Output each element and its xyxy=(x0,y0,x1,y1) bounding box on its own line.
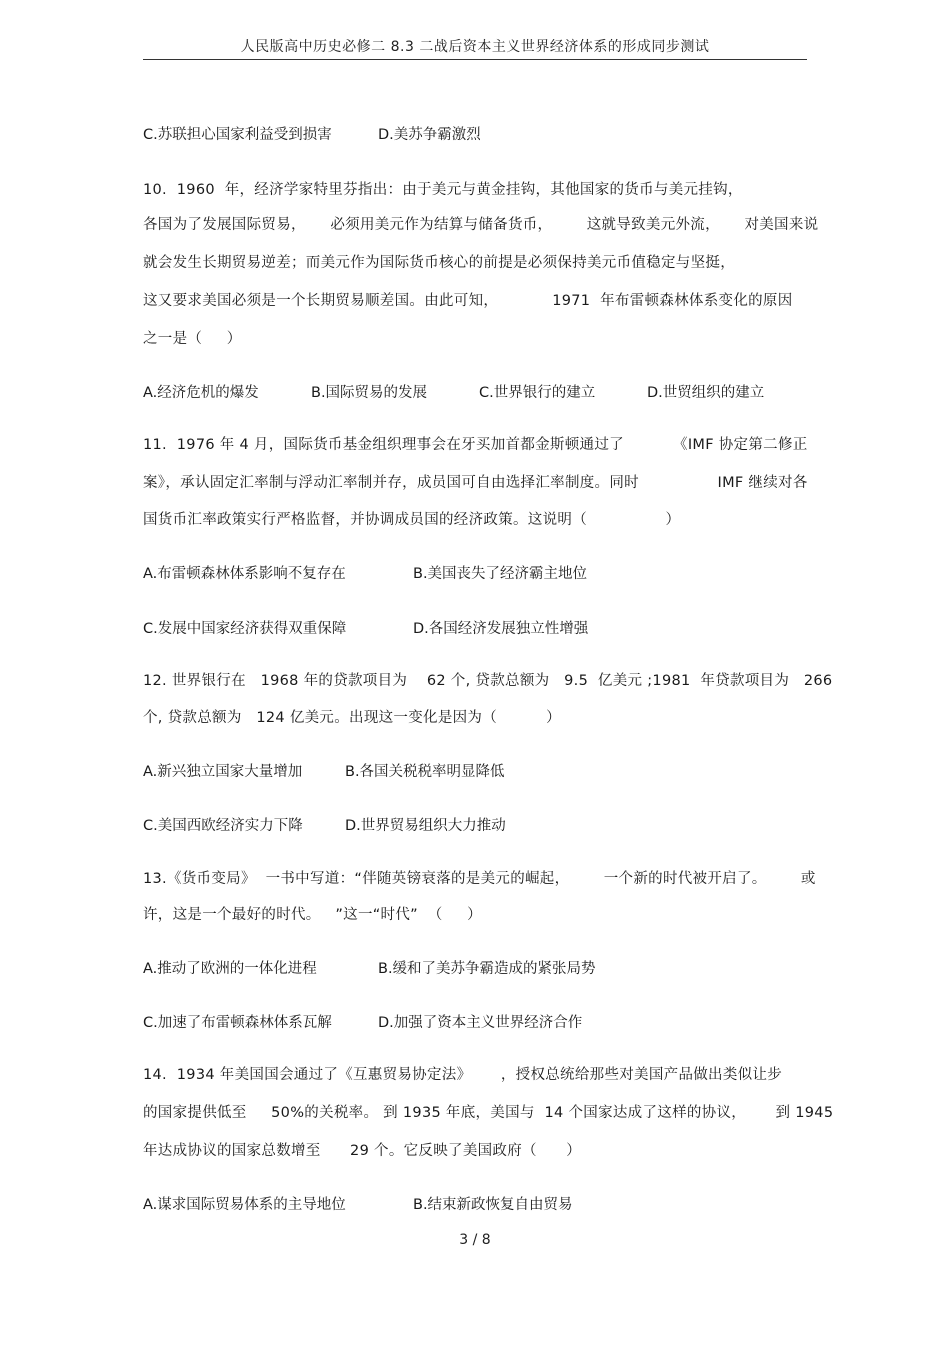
q10-option-a: A.经济危机的爆发 xyxy=(143,385,259,401)
q14-line-1: 14. 1934 年美国国会通过了《互惠贸易协定法》 ，授权总统给那些对美国产品做出类似让步 xyxy=(143,1067,783,1083)
q11-line-2: 案》，承认固定汇率制与浮动汇率制并存，成员国可自由选择汇率制度。同时 IMF 继续对各 xyxy=(143,475,808,491)
header-divider xyxy=(143,59,807,60)
page-header-title: 人民版高中历史必修二 8.3 二战后资本主义世界经济体系的形成同步测试 xyxy=(240,39,710,55)
q14-line-2: 的国家提供低至 50%的关税率。 到 1935 年底，美国与 14 个国家达成了这样的协议， 到 1945 xyxy=(143,1105,834,1121)
q12-line-2: 个, 贷款总额为 124 亿美元。出现这一变化是因为（ ） xyxy=(143,710,561,726)
q11-option-b: B.美国丧失了经济霸主地位 xyxy=(413,566,588,582)
q12-option-b: B.各国关税税率明显降低 xyxy=(345,764,505,780)
q9-option-c: C.苏联担心国家利益受到损害 xyxy=(143,127,332,143)
q10-line-1: 10. 1960 年，经济学家特里芬指出：由于美元与黄金挂钩，其他国家的货币与美元挂钩， xyxy=(143,182,743,198)
q12-option-d: D.世界贸易组织大力推动 xyxy=(345,818,506,834)
q11-line-1: 11. 1976 年 4 月，国际货币基金组织理事会在牙买加首都金斯顿通过了 《IMF 协定第二修正 xyxy=(143,437,808,453)
q11-option-c: C.发展中国家经济获得双重保障 xyxy=(143,621,347,637)
q10-line-4: 这又要求美国必须是一个长期贸易顺差国。由此可知， 1971 年布雷顿森林体系变化的原因 xyxy=(143,293,793,309)
q9-option-d: D.美苏争霸激烈 xyxy=(378,127,481,143)
q12-option-c: C.美国西欧经济实力下降 xyxy=(143,818,303,834)
q10-option-b: B.国际贸易的发展 xyxy=(311,385,428,401)
q10-option-d: D.世贸组织的建立 xyxy=(647,385,765,401)
q10-option-c: C.世界银行的建立 xyxy=(479,385,596,401)
q13-line-2: 许，这是一个最好的时代。 ”这一“时代” （ ） xyxy=(143,907,482,923)
q10-line-5: 之一是（ ） xyxy=(143,331,242,347)
q11-option-d: D.各国经济发展独立性增强 xyxy=(413,621,589,637)
q13-line-1: 13.《货币变局》 一书中写道：“伴随英镑衰落的是美元的崛起， 一个新的时代被开启了。 或 xyxy=(143,871,816,887)
q14-line-3: 年达成协议的国家总数增至 29 个。它反映了美国政府（ ） xyxy=(143,1143,582,1159)
page-number: 3 / 8 xyxy=(459,1232,491,1248)
q10-line-2: 各国为了发展国际贸易， 必须用美元作为结算与储备货币， 这就导致美元外流， 对美国来说 xyxy=(143,217,819,233)
q11-option-a: A.布雷顿森林体系影响不复存在 xyxy=(143,566,346,582)
q11-line-3: 国货币汇率政策实行严格监督，并协调成员国的经济政策。这说明（ ） xyxy=(143,512,681,528)
q10-line-3: 就会发生长期贸易逆差；而美元作为国际货币核心的前提是必须保持美元币值稳定与坚挺， xyxy=(143,255,735,271)
q13-option-d: D.加强了资本主义世界经济合作 xyxy=(378,1015,583,1031)
q12-option-a: A.新兴独立国家大量增加 xyxy=(143,764,303,780)
q13-option-a: A.推动了欧洲的一体化进程 xyxy=(143,961,317,977)
q12-line-1: 12. 世界银行在 1968 年的贷款项目为 62 个, 贷款总额为 9.5 亿美元 ;1981 年贷款项目为 266 xyxy=(143,673,833,689)
q14-option-a: A.谋求国际贸易体系的主导地位 xyxy=(143,1197,346,1213)
q13-option-b: B.缓和了美苏争霸造成的紧张局势 xyxy=(378,961,596,977)
q13-option-c: C.加速了布雷顿森林体系瓦解 xyxy=(143,1015,332,1031)
q14-option-b: B.结束新政恢复自由贸易 xyxy=(413,1197,573,1213)
